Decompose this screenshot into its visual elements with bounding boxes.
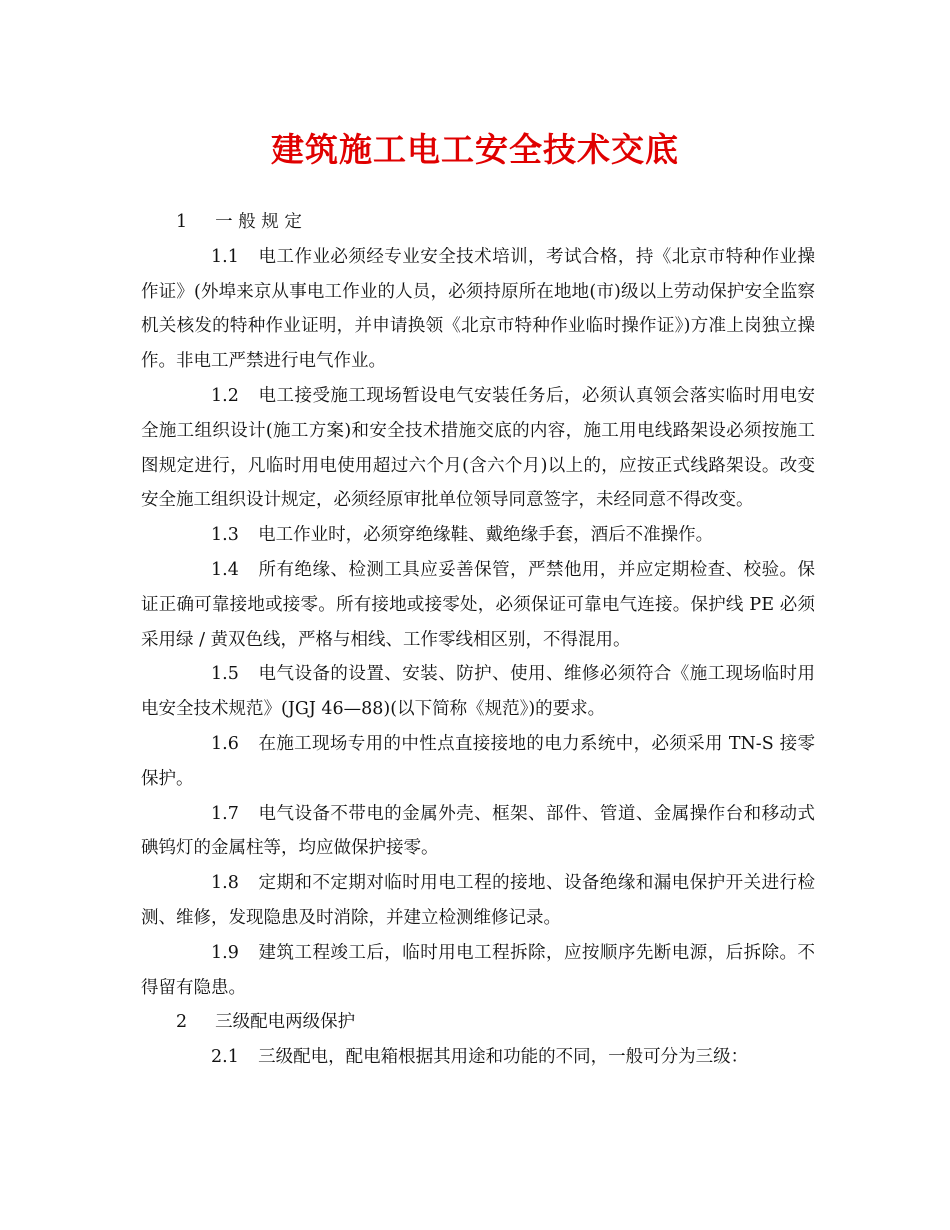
document-body: [141, 205, 815, 1075]
clause-number: 1.5: [211, 664, 239, 685]
section-number: 2: [176, 1012, 188, 1033]
clause-text: 电工作业必须经专业安全技术培训，考试合格，持《北京市特种作业操作证》(外埠来京从事电工作业的人员，必须持原所在地地(市)级以上劳动保护安全监察机关核发的特种作业证明，并申请换领《北京市特种作业临时操作证》)方准上岗独立操作。非电工严禁进行电气作业。: [141, 246, 815, 372]
clause-number: 1.8: [211, 873, 239, 894]
section-heading: [141, 205, 815, 240]
clause-number: 1.7: [211, 803, 239, 824]
clause-paragraph: [141, 727, 815, 797]
clause-paragraph: [141, 553, 815, 657]
clause-paragraph: [141, 240, 815, 379]
clause-paragraph: [141, 1040, 815, 1075]
clause-paragraph: [141, 518, 815, 553]
clause-number: 2.1: [211, 1047, 239, 1068]
clause-paragraph: [141, 936, 815, 1006]
clause-text: 三级配电，配电箱根据其用途和功能的不同，一般可分为三级：: [258, 1047, 749, 1068]
section-title: 一 般 规 定: [215, 212, 302, 232]
clause-number: 1.2: [211, 385, 239, 406]
section-number: 1: [176, 212, 188, 232]
clause-paragraph: [141, 379, 815, 518]
section-heading: [141, 1005, 815, 1040]
clause-text: 在施工现场专用的中性点直接接地的电力系统中，必须采用 TN-S 接零保护。: [141, 733, 815, 789]
clause-number: 1.9: [211, 942, 239, 963]
clause-number: 1.6: [211, 733, 239, 754]
clause-text: 所有绝缘、检测工具应妥善保管，严禁他用，并应定期检查、校验。保证正确可靠接地或接零。所有接地或接零处，必须保证可靠电气连接。保护线 PE 必须采用绿 / 黄双色线，严格与相线、工作零线相区别，不得混用。: [141, 559, 815, 650]
clause-text: 电气设备的设置、安装、防护、使用、维修必须符合《施工现场临时用电安全技术规范》(JGJ 46—88)(以下简称《规范》)的要求。: [141, 664, 815, 720]
section-title: 三级配电两级保护: [215, 1012, 356, 1033]
clause-text: 建筑工程竣工后，临时用电工程拆除，应按顺序先断电源，后拆除。不得留有隐患。: [141, 942, 815, 998]
clause-number: 1.3: [211, 525, 239, 546]
clause-paragraph: [141, 797, 815, 867]
clause-text: 电工作业时，必须穿绝缘鞋、戴绝缘手套，酒后不准操作。: [258, 525, 714, 546]
clause-paragraph: [141, 657, 815, 727]
clause-paragraph: [141, 866, 815, 936]
clause-number: 1.4: [211, 559, 239, 580]
document-title: 建筑施工电工安全技术交底: [271, 130, 679, 169]
clause-number: 1.1: [211, 246, 239, 267]
clause-text: 电工接受施工现场暂设电气安装任务后，必须认真领会落实临时用电安全施工组织设计(施工方案)和安全技术措施交底的内容，施工用电线路架设必须按施工图规定进行，凡临时用电使用超过六个月(含六个月)以上的，应按正式线路架设。改变安全施工组织设计规定，必须经原审批单位领导同意签字，未经同意不得改变。: [141, 385, 815, 511]
clause-text: 电气设备不带电的金属外壳、框架、部件、管道、金属操作台和移动式碘钨灯的金属柱等，均应做保护接零。: [141, 803, 815, 859]
clause-text: 定期和不定期对临时用电工程的接地、设备绝缘和漏电保护开关进行检测、维修，发现隐患及时消除，并建立检测维修记录。: [141, 873, 815, 928]
